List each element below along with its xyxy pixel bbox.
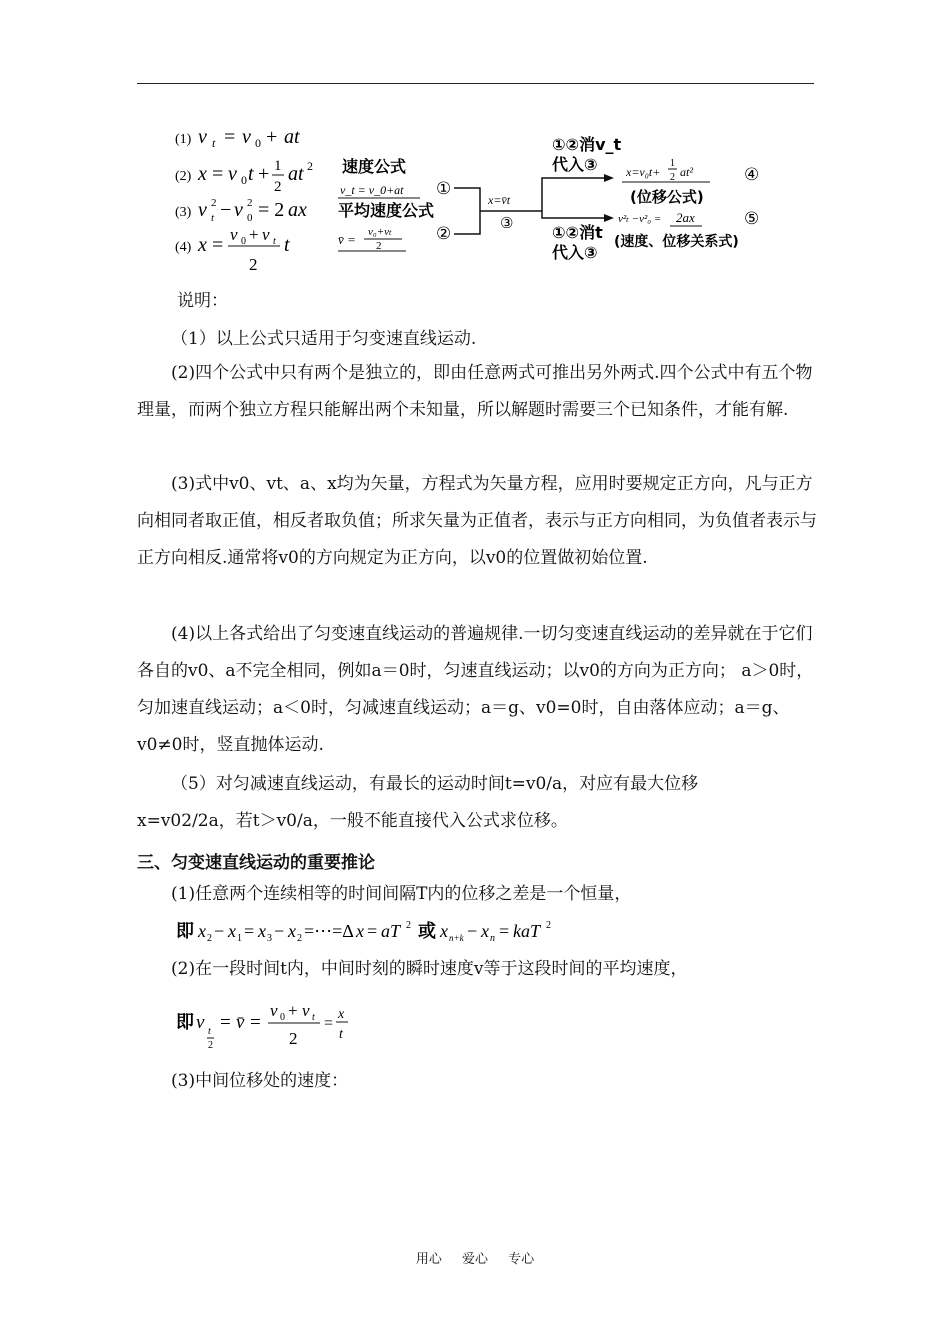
footer-c: 专心 [508,1252,535,1267]
note-3: (3)式中v0、vt、a、x均为矢量，方程式为矢量方程，应用时要规定正方向，凡与正方向相同者取正值，相反者取负值；所求矢量为正值者，表示与正方向相同，为负值者表示与正方向相反.通常将v0的方向规定为正方向，以v0的位置做初始位置. [137,474,817,568]
svg-text:1: 1 [670,158,675,169]
svg-text:x: x [198,234,207,256]
svg-text:at²: at² [680,165,693,179]
derivation-diagram [330,118,790,268]
speed-formula: v_t = v_0+at [340,183,404,197]
svg-text:+: + [266,126,278,148]
svg-text:0: 0 [280,1012,285,1023]
svg-text:或: 或 [418,921,436,942]
note-4: (4)以上各式给出了匀变速直线运动的普遍规律.一切匀变速直线运动的差异就在于它们各自的v0、a不完全相同，例如a＝0时，匀速直线运动；以v0的方向为正方向； a＞0时，匀加速直线运动；a＜0时，匀减速直线运动；a＝g、v0=0时，自由落体应动；a＝g、v0≠0时，竖直抛体运动. [137,624,814,755]
displacement-label: (位移公式) [630,188,704,206]
relation-label: (速度、位移关系式) [614,234,739,250]
note-5b: x=v02/2a，若t＞v0/a，一般不能直接代入公式求位移。 [137,811,568,831]
svg-text:1: 1 [237,933,242,944]
inference-1-formula [174,914,574,948]
svg-text:=: = [212,163,224,185]
svg-text:2: 2 [297,933,302,944]
svg-text:2: 2 [670,172,675,183]
svg-text:−: − [214,921,225,941]
svg-text:n: n [490,933,495,944]
svg-text:=: = [250,1012,261,1033]
svg-text:0: 0 [255,136,261,150]
svg-text:=: = [367,921,378,941]
svg-text:=: = [220,1012,231,1033]
svg-text:即: 即 [176,921,194,942]
svg-text:2: 2 [406,920,411,931]
top-step-2: 代入③ [552,155,598,174]
svg-text:v: v [242,126,251,148]
mid-formula: x=v̄t [488,193,511,207]
svg-text:+: + [249,225,259,244]
notes-title: 说明： [177,291,228,311]
svg-text:ax: ax [288,199,307,221]
speed-formula-label: 速度公式 [342,157,407,176]
svg-text:2: 2 [207,933,212,944]
svg-text:x: x [338,1007,345,1022]
svg-text:x: x [228,921,236,941]
svg-text:=: = [244,921,255,941]
svg-text:x: x [481,921,489,941]
svg-text:0: 0 [241,236,246,247]
circle-4: ④ [744,165,760,184]
svg-text:v₀+vₜ: v₀+vₜ [368,226,392,238]
formula-block [170,118,330,278]
svg-text:v: v [230,225,238,244]
svg-text:at: at [284,126,300,148]
svg-text:x: x [440,921,448,941]
svg-text:2: 2 [546,920,551,931]
inference-2: (2)在一段时间t内，中间时刻的瞬时速度v等于这段时间的平均速度， [171,959,688,979]
note-1: （1）以上公式只适用于匀变速直线运动. [171,329,477,349]
formula-2-number: (2) [175,169,192,184]
svg-text:即: 即 [176,1012,194,1033]
svg-text:2: 2 [247,197,253,209]
svg-text:2: 2 [376,240,382,252]
formula-3-number: (3) [175,205,192,220]
svg-text:v: v [234,199,243,221]
svg-text:3: 3 [267,933,272,944]
circle-2: ② [436,224,452,243]
avg-speed-label: 平均速度公式 [338,201,435,220]
svg-text:v̄: v̄ [236,1012,245,1033]
footer-a: 用心 [415,1252,442,1267]
svg-text:n+k: n+k [449,933,464,943]
svg-text:t: t [273,236,276,247]
section-heading: 三、匀变速直线运动的重要推论 [137,853,375,873]
svg-text:v²ₜ −v²₀ =: v²ₜ −v²₀ = [618,213,662,225]
svg-text:kaT: kaT [513,921,540,941]
svg-text:x: x [198,921,206,941]
svg-text:1: 1 [274,158,282,174]
svg-text:t: t [312,1012,315,1023]
svg-text:2: 2 [307,159,313,173]
svg-text:0: 0 [241,173,247,187]
svg-text:x: x [356,921,364,941]
svg-text:−: − [467,921,478,941]
svg-text:v: v [196,1012,205,1033]
note-2: (2)四个公式中只有两个是独立的，即由任意两式可推出另外两式.四个公式中有五个物理量，而两个独立方程只能解出两个未知量，所以解题时需要三个已知条件，才能有解. [137,363,813,420]
svg-text:+: + [258,163,270,185]
circle-3: ③ [500,216,514,232]
inference-1: (1)任意两个连续相等的时间间隔T内的位移之差是一个恒量， [171,884,632,904]
svg-text:at: at [288,163,304,185]
svg-text:v: v [198,126,207,148]
svg-text:−: − [274,921,285,941]
svg-text:t: t [284,234,290,256]
svg-text:x: x [258,921,266,941]
svg-text:2ax: 2ax [676,210,695,225]
footer-b: 爱心 [461,1252,488,1267]
svg-text:=⋯=Δ: =⋯=Δ [304,921,354,941]
bottom-step-2: 代入③ [552,243,598,262]
svg-text:v: v [262,225,270,244]
svg-text:v: v [198,199,207,221]
svg-text:0: 0 [247,212,253,224]
svg-text:=: = [212,234,224,256]
svg-text:2: 2 [274,179,282,195]
bottom-step: ①②消t [552,223,603,242]
svg-text:v̄ =: v̄ = [338,232,356,247]
svg-text:−: − [220,199,232,221]
svg-text:2: 2 [249,255,258,274]
svg-text:t: t [212,136,216,150]
svg-text:t: t [211,212,215,224]
svg-text:2: 2 [208,1040,213,1051]
footer [0,1248,950,1267]
circle-5: ⑤ [744,209,760,228]
svg-text:aT: aT [381,921,401,941]
top-step: ①②消v_t [552,135,622,154]
formula-1-number: (1) [175,132,192,147]
circle-1: ① [436,179,452,198]
note-5a: （5）对匀减速直线运动，有最长的运动时间t=v0/a，对应有最大位移 [171,774,699,794]
inference-3: (3)中间位移处的速度： [171,1071,349,1091]
svg-text:t: t [339,1027,343,1042]
svg-text:2: 2 [289,1029,298,1048]
svg-text:= 2: = 2 [258,199,285,221]
inference-2-formula [174,998,374,1058]
svg-text:=: = [224,126,236,148]
svg-text:v: v [228,163,237,185]
svg-text:+: + [288,1001,298,1020]
header-rule [137,83,814,84]
formula-4-number: (4) [175,240,192,255]
svg-text:v: v [302,1001,310,1020]
svg-text:t: t [248,163,254,185]
svg-text:2: 2 [211,197,217,209]
svg-text:=: = [324,1015,334,1032]
svg-text:t: t [208,1026,211,1037]
svg-text:x=v₀t+: x=v₀t+ [626,165,661,179]
svg-text:v: v [270,1001,278,1020]
svg-text:x: x [198,163,207,185]
svg-text:=: = [499,921,510,941]
svg-text:x: x [288,921,296,941]
